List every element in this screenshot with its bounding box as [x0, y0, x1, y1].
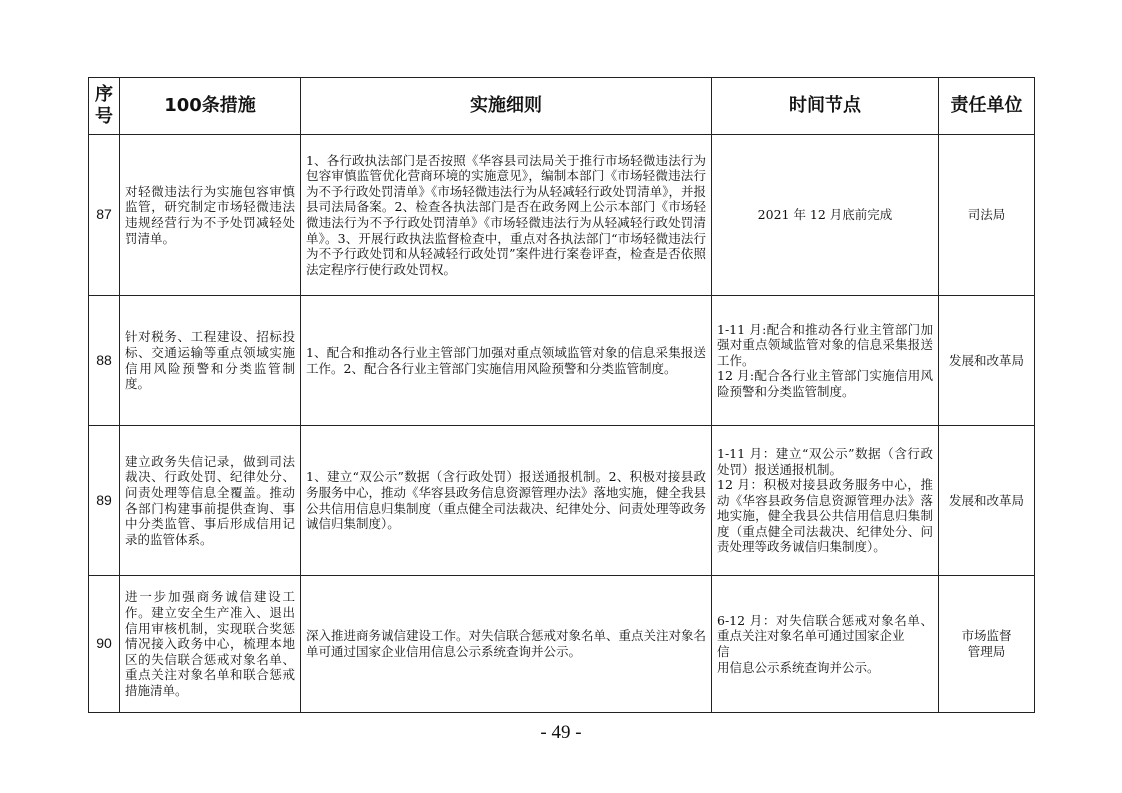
row-details: 深入推进商务诚信建设工作。对失信联合惩戒对象名单、重点关注对象名单可通过国家企业信用信息公示系统查询并公示。	[301, 576, 712, 713]
header-measure: 100条措施	[120, 78, 301, 135]
row-details: 1、各行政执法部门是否按照《华容县司法局关于推行市场轻微违法行为包容审慎监管优化营商环境的实施意见》，编制本部门《市场轻微违法行为不予行政处罚清单》《市场轻微违法行为从轻减轻行政处罚清单》，并报县司法局备案。2、检查各执法部门是否在政务网上公示本部门《市场轻微违法行为不予行政处罚清单》《市场轻微违法行为从轻减轻行政处罚清单》。3、开展行政执法监督检查中，重点对各执法部门“市场轻微违法行为不予行政处罚和从轻减轻行政处罚”案件进行案卷评查，检查是否依照法定程序行使行政处罚权。	[301, 135, 712, 296]
row-unit: 发展和改革局	[939, 296, 1035, 426]
row-measure: 针对税务、工程建设、招标投标、交通运输等重点领域实施信用风险预警和分类监管制度。	[120, 296, 301, 426]
table-header-row	[89, 78, 1035, 135]
row-timeline: 2021 年 12 月底前完成	[712, 135, 939, 296]
table-row	[89, 135, 1035, 296]
row-seq: 87	[89, 135, 120, 296]
row-details: 1、配合和推动各行业主管部门加强对重点领域监管对象的信息采集报送工作。2、配合各行业主管部门实施信用风险预警和分类监管制度。	[301, 296, 712, 426]
row-seq: 88	[89, 296, 120, 426]
row-seq: 89	[89, 426, 120, 576]
measures-table	[88, 77, 1035, 713]
header-details: 实施细则	[301, 78, 712, 135]
row-details: 1、建立“双公示”数据（含行政处罚）报送通报机制。2、积极对接县政务服务中心，推动《华容县政务信息资源管理办法》落地实施，健全我县公共信用信息归集制度（重点健全司法裁决、纪律处分、问责处理等政务诚信归集制度）。	[301, 426, 712, 576]
header-timeline: 时间节点	[712, 78, 939, 135]
row-timeline: 1-11 月:配合和推动各行业主管部门加强对重点领域监管对象的信息采集报送工作。 12 月:配合各行业主管部门实施信用风险预警和分类监管制度。	[712, 296, 939, 426]
header-seq: 序号	[89, 78, 120, 135]
row-unit: 市场监督 管理局	[939, 576, 1035, 713]
row-measure: 进一步加强商务诚信建设工作。建立安全生产准入、退出信用审核机制，实现联合奖惩情况接入政务中心，梳理本地区的失信联合惩戒对象名单、重点关注对象名单和联合惩戒措施清单。	[120, 576, 301, 713]
row-measure: 建立政务失信记录，做到司法裁决、行政处罚、纪律处分、问责处理等信息全覆盖。推动各部门构建事前提供查询、事中分类监管、事后形成信用记录的监管体系。	[120, 426, 301, 576]
row-timeline: 6-12 月：对失信联合惩戒对象名单、重点关注对象名单可通过国家企业 信 用信息公示系统查询并公示。	[712, 576, 939, 713]
row-unit: 发展和改革局	[939, 426, 1035, 576]
row-seq: 90	[89, 576, 120, 713]
row-unit: 司法局	[939, 135, 1035, 296]
table-row	[89, 426, 1035, 576]
table-row	[89, 576, 1035, 713]
row-measure: 对轻微违法行为实施包容审慎监管，研究制定市场轻微违法违规经营行为不予处罚减轻处罚清单。	[120, 135, 301, 296]
row-timeline: 1-11 月：建立“双公示”数据（含行政处罚）报送通报机制。 12 月：积极对接县政务服务中心，推动《华容县政务信息资源管理办法》落地实施，健全我县公共信用信息归集制度（重点健全司法裁决、纪律处分、问责处理等政务诚信归集制度）。	[712, 426, 939, 576]
page-number: - 49 -	[540, 722, 582, 743]
table-row	[89, 296, 1035, 426]
header-unit: 责任单位	[939, 78, 1035, 135]
